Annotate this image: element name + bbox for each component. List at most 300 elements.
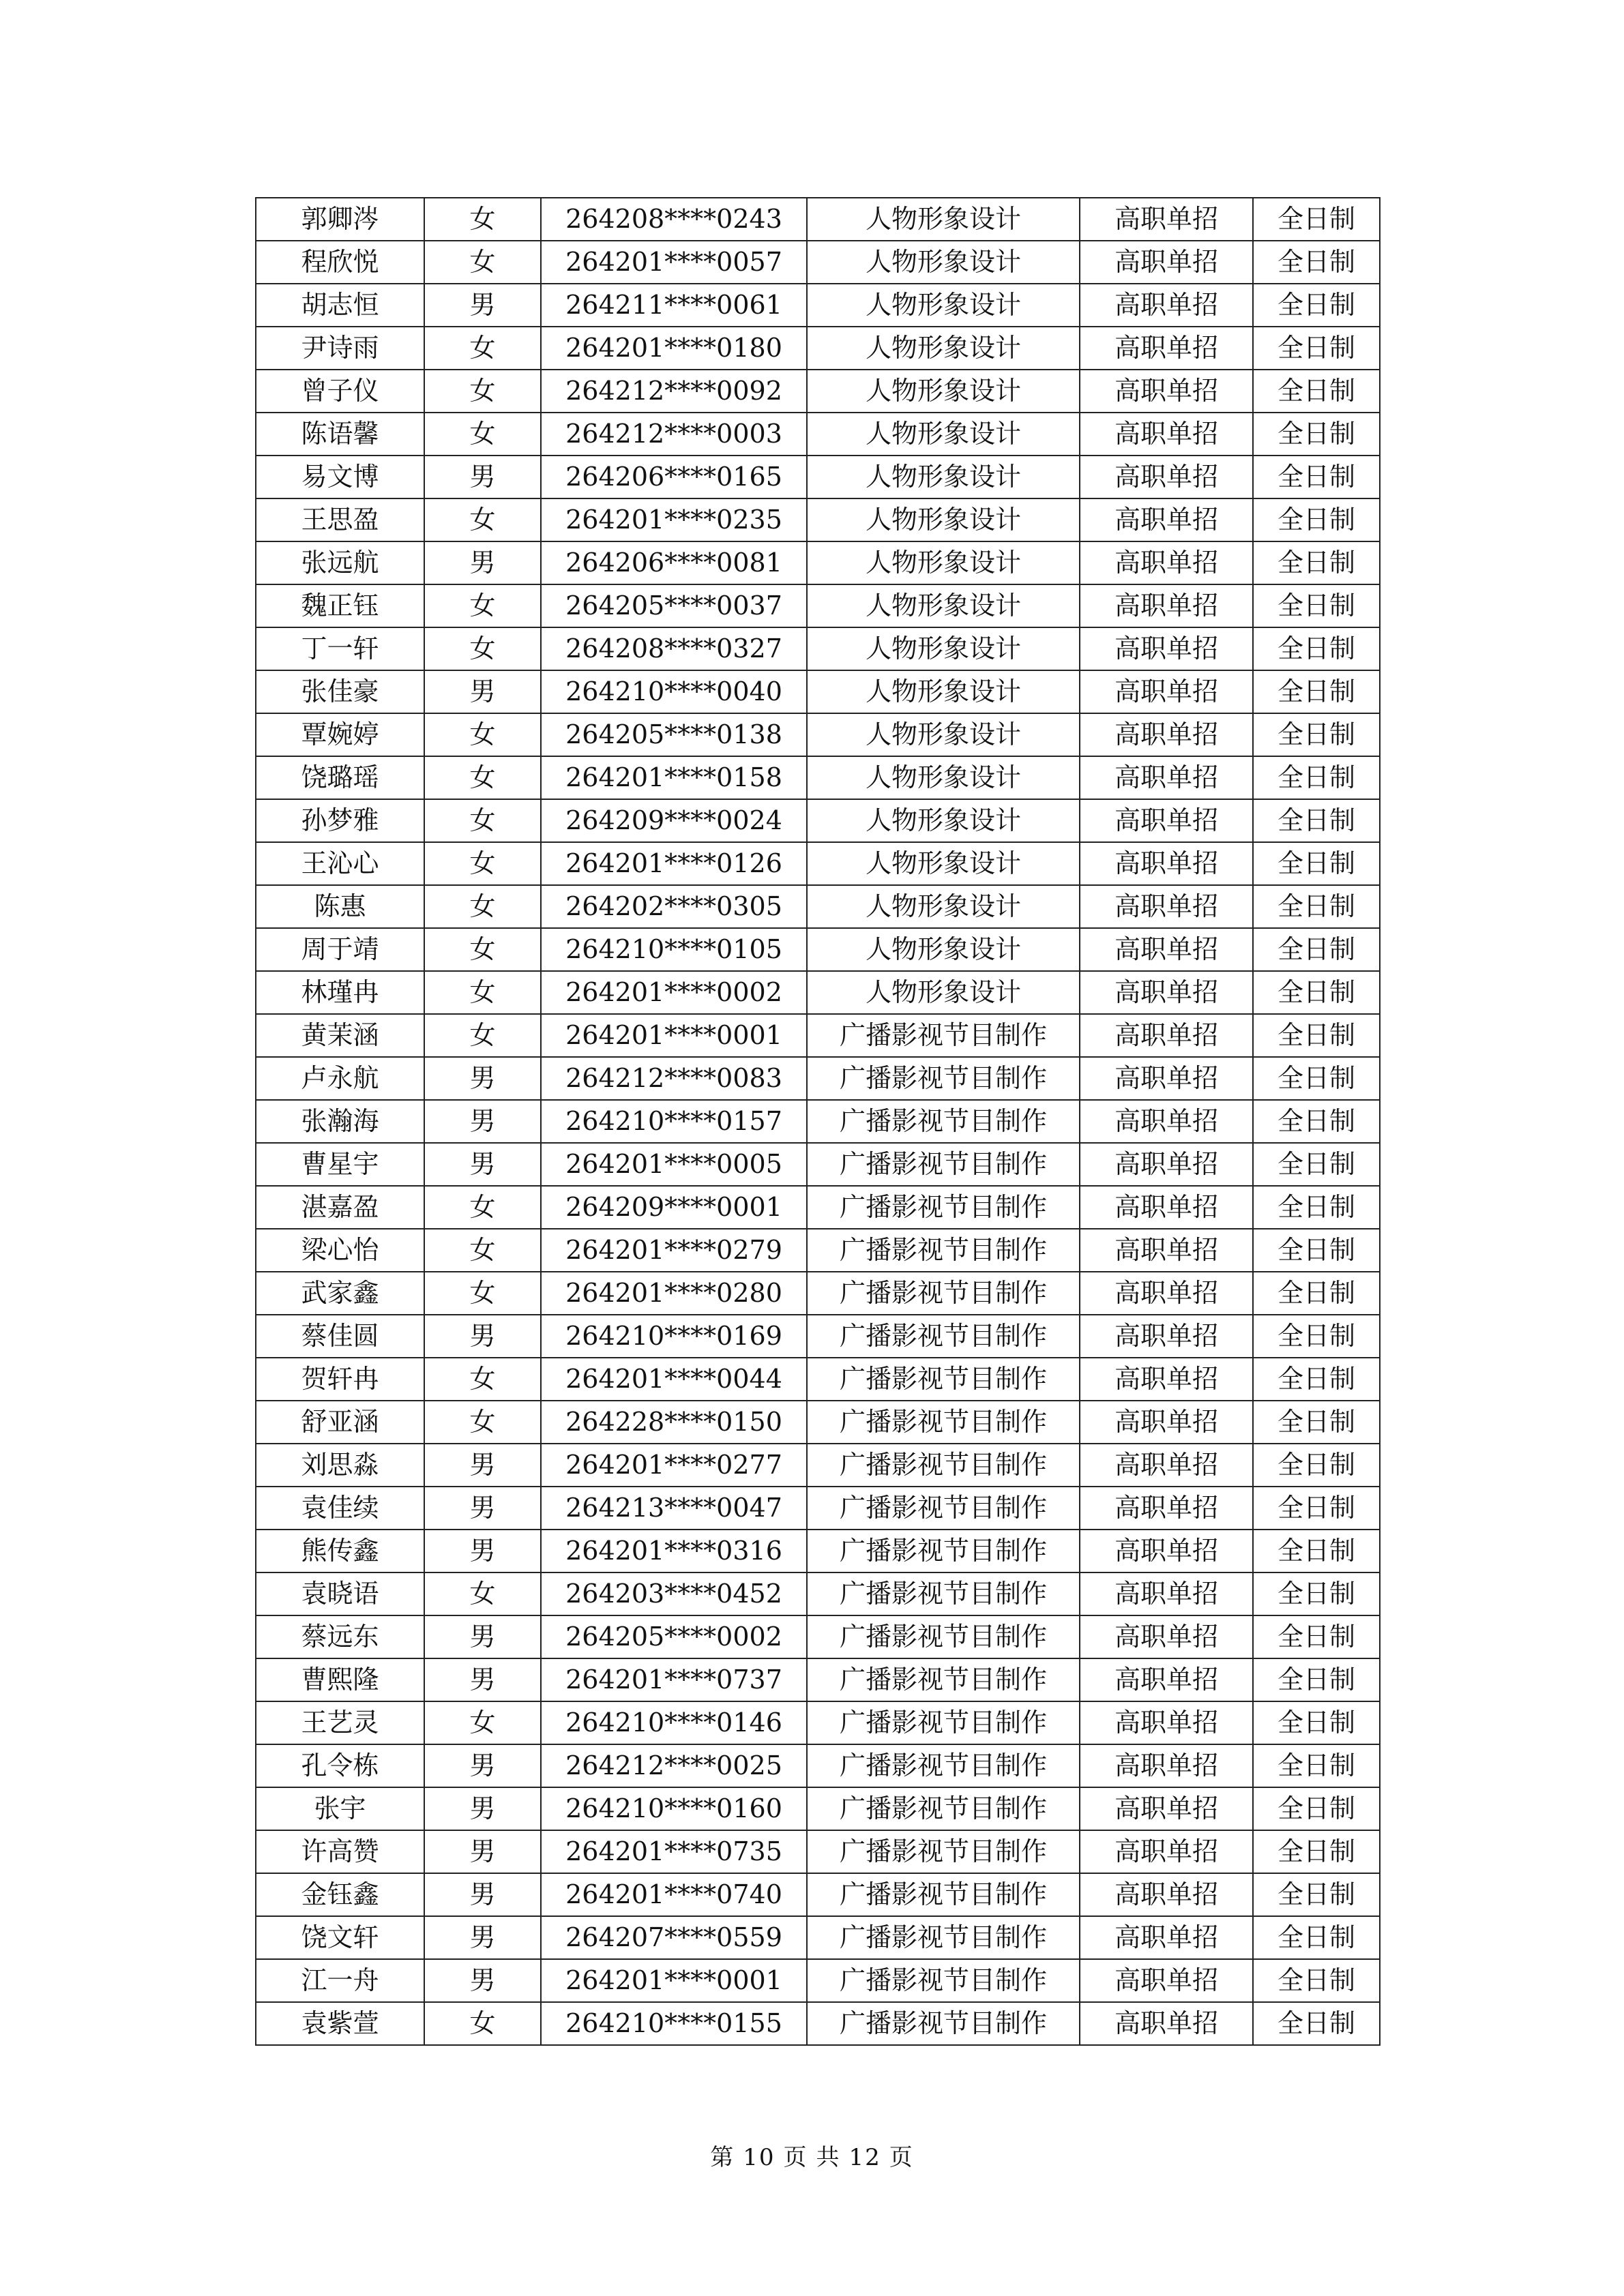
- id-number-cell: 264201****0280: [541, 1272, 807, 1315]
- table-row: [256, 1143, 1380, 1186]
- admission-type-cell: 高职单招: [1080, 584, 1253, 627]
- study-mode-cell: 全日制: [1253, 1143, 1380, 1186]
- id-number-cell: 264228****0150: [541, 1401, 807, 1444]
- major-cell: 人物形象设计: [807, 885, 1080, 928]
- gender-cell: 女: [424, 198, 541, 241]
- roster-body: [256, 198, 1380, 2045]
- student-name-cell: 湛嘉盈: [256, 1186, 424, 1229]
- gender-cell: 女: [424, 928, 541, 971]
- id-number-cell: 264201****0737: [541, 1658, 807, 1701]
- table-row: [256, 2002, 1380, 2045]
- gender-cell: 男: [424, 1959, 541, 2002]
- table-row: [256, 842, 1380, 885]
- table-row: [256, 1014, 1380, 1057]
- id-number-cell: 264209****0001: [541, 1186, 807, 1229]
- study-mode-cell: 全日制: [1253, 971, 1380, 1014]
- student-name-cell: 尹诗雨: [256, 327, 424, 370]
- gender-cell: 女: [424, 413, 541, 456]
- gender-cell: 男: [424, 541, 541, 584]
- admission-type-cell: 高职单招: [1080, 541, 1253, 584]
- footer-total-pages: 12: [848, 2144, 881, 2171]
- admission-type-cell: 高职单招: [1080, 370, 1253, 413]
- admission-type-cell: 高职单招: [1080, 1959, 1253, 2002]
- major-cell: 人物形象设计: [807, 370, 1080, 413]
- id-number-cell: 264206****0081: [541, 541, 807, 584]
- student-name-cell: 王思盈: [256, 498, 424, 541]
- table-row: [256, 327, 1380, 370]
- table-row: [256, 456, 1380, 498]
- study-mode-cell: 全日制: [1253, 1530, 1380, 1572]
- major-cell: 人物形象设计: [807, 584, 1080, 627]
- student-name-cell: 梁心怡: [256, 1229, 424, 1272]
- admission-type-cell: 高职单招: [1080, 670, 1253, 713]
- admission-type-cell: 高职单招: [1080, 1744, 1253, 1787]
- id-number-cell: 264210****0040: [541, 670, 807, 713]
- admission-type-cell: 高职单招: [1080, 2002, 1253, 2045]
- major-cell: 人物形象设计: [807, 498, 1080, 541]
- table-row: [256, 1487, 1380, 1530]
- study-mode-cell: 全日制: [1253, 1444, 1380, 1487]
- footer-total-word: 共: [816, 2144, 841, 2171]
- student-name-cell: 陈惠: [256, 885, 424, 928]
- student-name-cell: 张瀚海: [256, 1100, 424, 1143]
- id-number-cell: 264210****0155: [541, 2002, 807, 2045]
- gender-cell: 男: [424, 284, 541, 327]
- gender-cell: 女: [424, 799, 541, 842]
- gender-cell: 女: [424, 713, 541, 756]
- study-mode-cell: 全日制: [1253, 198, 1380, 241]
- table-row: [256, 885, 1380, 928]
- admission-type-cell: 高职单招: [1080, 1658, 1253, 1701]
- major-cell: 人物形象设计: [807, 284, 1080, 327]
- major-cell: 人物形象设计: [807, 241, 1080, 284]
- id-number-cell: 264201****0277: [541, 1444, 807, 1487]
- id-number-cell: 264208****0243: [541, 198, 807, 241]
- study-mode-cell: 全日制: [1253, 1186, 1380, 1229]
- study-mode-cell: 全日制: [1253, 1701, 1380, 1744]
- student-name-cell: 王艺灵: [256, 1701, 424, 1744]
- id-number-cell: 264203****0452: [541, 1572, 807, 1615]
- major-cell: 人物形象设计: [807, 627, 1080, 670]
- student-name-cell: 饶璐瑶: [256, 756, 424, 799]
- study-mode-cell: 全日制: [1253, 541, 1380, 584]
- major-cell: 广播影视节目制作: [807, 1959, 1080, 2002]
- table-row: [256, 241, 1380, 284]
- admission-type-cell: 高职单招: [1080, 1143, 1253, 1186]
- id-number-cell: 264201****0001: [541, 1959, 807, 2002]
- study-mode-cell: 全日制: [1253, 1358, 1380, 1401]
- id-number-cell: 264201****0002: [541, 971, 807, 1014]
- table-row: [256, 928, 1380, 971]
- gender-cell: 女: [424, 1701, 541, 1744]
- admission-type-cell: 高职单招: [1080, 241, 1253, 284]
- gender-cell: 女: [424, 327, 541, 370]
- major-cell: 广播影视节目制作: [807, 1057, 1080, 1100]
- id-number-cell: 264201****0235: [541, 498, 807, 541]
- study-mode-cell: 全日制: [1253, 1572, 1380, 1615]
- table-row: [256, 370, 1380, 413]
- major-cell: 广播影视节目制作: [807, 1572, 1080, 1615]
- gender-cell: 男: [424, 1487, 541, 1530]
- student-name-cell: 孙梦雅: [256, 799, 424, 842]
- id-number-cell: 264209****0024: [541, 799, 807, 842]
- table-row: [256, 1100, 1380, 1143]
- id-number-cell: 264210****0105: [541, 928, 807, 971]
- table-row: [256, 1057, 1380, 1100]
- gender-cell: 女: [424, 1229, 541, 1272]
- admission-type-cell: 高职单招: [1080, 1358, 1253, 1401]
- student-name-cell: 易文博: [256, 456, 424, 498]
- admission-type-cell: 高职单招: [1080, 1401, 1253, 1444]
- table-row: [256, 1444, 1380, 1487]
- id-number-cell: 264201****0279: [541, 1229, 807, 1272]
- gender-cell: 男: [424, 1100, 541, 1143]
- study-mode-cell: 全日制: [1253, 456, 1380, 498]
- admission-type-cell: 高职单招: [1080, 756, 1253, 799]
- admission-type-cell: 高职单招: [1080, 842, 1253, 885]
- study-mode-cell: 全日制: [1253, 1057, 1380, 1100]
- major-cell: 人物形象设计: [807, 413, 1080, 456]
- gender-cell: 男: [424, 1787, 541, 1830]
- student-roster-table: [255, 197, 1381, 2046]
- gender-cell: 女: [424, 498, 541, 541]
- id-number-cell: 264201****0057: [541, 241, 807, 284]
- major-cell: 广播影视节目制作: [807, 1229, 1080, 1272]
- table-row: [256, 1186, 1380, 1229]
- gender-cell: 女: [424, 627, 541, 670]
- admission-type-cell: 高职单招: [1080, 1615, 1253, 1658]
- major-cell: 广播影视节目制作: [807, 1701, 1080, 1744]
- table-row: [256, 1401, 1380, 1444]
- major-cell: 人物形象设计: [807, 928, 1080, 971]
- major-cell: 广播影视节目制作: [807, 1744, 1080, 1787]
- admission-type-cell: 高职单招: [1080, 885, 1253, 928]
- table-row: [256, 1315, 1380, 1358]
- study-mode-cell: 全日制: [1253, 370, 1380, 413]
- table-row: [256, 1358, 1380, 1401]
- study-mode-cell: 全日制: [1253, 713, 1380, 756]
- major-cell: 广播影视节目制作: [807, 1873, 1080, 1916]
- study-mode-cell: 全日制: [1253, 584, 1380, 627]
- student-name-cell: 张佳豪: [256, 670, 424, 713]
- student-name-cell: 程欣悦: [256, 241, 424, 284]
- table-row: [256, 1229, 1380, 1272]
- gender-cell: 男: [424, 1658, 541, 1701]
- admission-type-cell: 高职单招: [1080, 1186, 1253, 1229]
- gender-cell: 男: [424, 1057, 541, 1100]
- table-row: [256, 1701, 1380, 1744]
- id-number-cell: 264206****0165: [541, 456, 807, 498]
- study-mode-cell: 全日制: [1253, 1916, 1380, 1959]
- study-mode-cell: 全日制: [1253, 627, 1380, 670]
- table-row: [256, 284, 1380, 327]
- study-mode-cell: 全日制: [1253, 1873, 1380, 1916]
- admission-type-cell: 高职单招: [1080, 1229, 1253, 1272]
- student-name-cell: 曹星宇: [256, 1143, 424, 1186]
- student-name-cell: 覃婉婷: [256, 713, 424, 756]
- id-number-cell: 264205****0037: [541, 584, 807, 627]
- major-cell: 广播影视节目制作: [807, 1315, 1080, 1358]
- id-number-cell: 264201****0126: [541, 842, 807, 885]
- footer-current-page: 10: [743, 2144, 776, 2171]
- admission-type-cell: 高职单招: [1080, 327, 1253, 370]
- major-cell: 人物形象设计: [807, 842, 1080, 885]
- table-row: [256, 1272, 1380, 1315]
- id-number-cell: 264211****0061: [541, 284, 807, 327]
- id-number-cell: 264213****0047: [541, 1487, 807, 1530]
- admission-type-cell: 高职单招: [1080, 456, 1253, 498]
- study-mode-cell: 全日制: [1253, 2002, 1380, 2045]
- study-mode-cell: 全日制: [1253, 756, 1380, 799]
- table-row: [256, 627, 1380, 670]
- study-mode-cell: 全日制: [1253, 1744, 1380, 1787]
- study-mode-cell: 全日制: [1253, 799, 1380, 842]
- study-mode-cell: 全日制: [1253, 241, 1380, 284]
- study-mode-cell: 全日制: [1253, 1830, 1380, 1873]
- major-cell: 人物形象设计: [807, 756, 1080, 799]
- study-mode-cell: 全日制: [1253, 1014, 1380, 1057]
- study-mode-cell: 全日制: [1253, 327, 1380, 370]
- admission-type-cell: 高职单招: [1080, 498, 1253, 541]
- student-name-cell: 袁佳续: [256, 1487, 424, 1530]
- student-name-cell: 曹熙隆: [256, 1658, 424, 1701]
- study-mode-cell: 全日制: [1253, 284, 1380, 327]
- gender-cell: 男: [424, 1873, 541, 1916]
- gender-cell: 女: [424, 971, 541, 1014]
- admission-type-cell: 高职单招: [1080, 971, 1253, 1014]
- id-number-cell: 264212****0025: [541, 1744, 807, 1787]
- id-number-cell: 264210****0146: [541, 1701, 807, 1744]
- admission-type-cell: 高职单招: [1080, 1487, 1253, 1530]
- major-cell: 人物形象设计: [807, 713, 1080, 756]
- table-row: [256, 1572, 1380, 1615]
- study-mode-cell: 全日制: [1253, 1272, 1380, 1315]
- gender-cell: 男: [424, 456, 541, 498]
- admission-type-cell: 高职单招: [1080, 1830, 1253, 1873]
- major-cell: 人物形象设计: [807, 971, 1080, 1014]
- student-name-cell: 武家鑫: [256, 1272, 424, 1315]
- id-number-cell: 264201****0735: [541, 1830, 807, 1873]
- admission-type-cell: 高职单招: [1080, 1014, 1253, 1057]
- major-cell: 广播影视节目制作: [807, 1830, 1080, 1873]
- admission-type-cell: 高职单招: [1080, 1315, 1253, 1358]
- major-cell: 广播影视节目制作: [807, 1358, 1080, 1401]
- student-name-cell: 魏正钰: [256, 584, 424, 627]
- student-name-cell: 胡志恒: [256, 284, 424, 327]
- student-name-cell: 张宇: [256, 1787, 424, 1830]
- table-row: [256, 1959, 1380, 2002]
- id-number-cell: 264201****0005: [541, 1143, 807, 1186]
- table-row: [256, 498, 1380, 541]
- gender-cell: 女: [424, 1358, 541, 1401]
- major-cell: 广播影视节目制作: [807, 1658, 1080, 1701]
- study-mode-cell: 全日制: [1253, 670, 1380, 713]
- gender-cell: 男: [424, 1530, 541, 1572]
- major-cell: 广播影视节目制作: [807, 1916, 1080, 1959]
- student-name-cell: 饶文轩: [256, 1916, 424, 1959]
- study-mode-cell: 全日制: [1253, 885, 1380, 928]
- major-cell: 人物形象设计: [807, 670, 1080, 713]
- table-row: [256, 756, 1380, 799]
- major-cell: 广播影视节目制作: [807, 1401, 1080, 1444]
- major-cell: 广播影视节目制作: [807, 1530, 1080, 1572]
- id-number-cell: 264212****0003: [541, 413, 807, 456]
- admission-type-cell: 高职单招: [1080, 1701, 1253, 1744]
- gender-cell: 女: [424, 885, 541, 928]
- gender-cell: 男: [424, 1615, 541, 1658]
- study-mode-cell: 全日制: [1253, 1787, 1380, 1830]
- student-name-cell: 林瑾冉: [256, 971, 424, 1014]
- admission-type-cell: 高职单招: [1080, 1916, 1253, 1959]
- study-mode-cell: 全日制: [1253, 1658, 1380, 1701]
- id-number-cell: 264210****0169: [541, 1315, 807, 1358]
- major-cell: 人物形象设计: [807, 456, 1080, 498]
- gender-cell: 男: [424, 1444, 541, 1487]
- admission-type-cell: 高职单招: [1080, 928, 1253, 971]
- id-number-cell: 264205****0138: [541, 713, 807, 756]
- major-cell: 广播影视节目制作: [807, 1487, 1080, 1530]
- gender-cell: 女: [424, 584, 541, 627]
- student-name-cell: 蔡佳圆: [256, 1315, 424, 1358]
- id-number-cell: 264205****0002: [541, 1615, 807, 1658]
- study-mode-cell: 全日制: [1253, 498, 1380, 541]
- student-name-cell: 许高赞: [256, 1830, 424, 1873]
- gender-cell: 女: [424, 370, 541, 413]
- id-number-cell: 264212****0083: [541, 1057, 807, 1100]
- major-cell: 广播影视节目制作: [807, 1186, 1080, 1229]
- gender-cell: 女: [424, 1572, 541, 1615]
- table-row: [256, 541, 1380, 584]
- id-number-cell: 264201****0158: [541, 756, 807, 799]
- table-row: [256, 584, 1380, 627]
- admission-type-cell: 高职单招: [1080, 1272, 1253, 1315]
- major-cell: 广播影视节目制作: [807, 1272, 1080, 1315]
- table-row: [256, 1830, 1380, 1873]
- table-row: [256, 1530, 1380, 1572]
- table-row: [256, 198, 1380, 241]
- admission-type-cell: 高职单招: [1080, 1873, 1253, 1916]
- student-name-cell: 黄茉涵: [256, 1014, 424, 1057]
- major-cell: 广播影视节目制作: [807, 1014, 1080, 1057]
- admission-type-cell: 高职单招: [1080, 198, 1253, 241]
- gender-cell: 女: [424, 842, 541, 885]
- table-row: [256, 1658, 1380, 1701]
- table-row: [256, 670, 1380, 713]
- table-row: [256, 1744, 1380, 1787]
- gender-cell: 女: [424, 1186, 541, 1229]
- study-mode-cell: 全日制: [1253, 1100, 1380, 1143]
- student-name-cell: 熊传鑫: [256, 1530, 424, 1572]
- admission-type-cell: 高职单招: [1080, 1444, 1253, 1487]
- study-mode-cell: 全日制: [1253, 1401, 1380, 1444]
- id-number-cell: 264202****0305: [541, 885, 807, 928]
- id-number-cell: 264210****0157: [541, 1100, 807, 1143]
- study-mode-cell: 全日制: [1253, 928, 1380, 971]
- table-row: [256, 1916, 1380, 1959]
- gender-cell: 女: [424, 2002, 541, 2045]
- student-name-cell: 舒亚涵: [256, 1401, 424, 1444]
- study-mode-cell: 全日制: [1253, 1315, 1380, 1358]
- major-cell: 广播影视节目制作: [807, 1615, 1080, 1658]
- id-number-cell: 264201****0316: [541, 1530, 807, 1572]
- admission-type-cell: 高职单招: [1080, 1787, 1253, 1830]
- study-mode-cell: 全日制: [1253, 1615, 1380, 1658]
- id-number-cell: 264201****0044: [541, 1358, 807, 1401]
- gender-cell: 男: [424, 670, 541, 713]
- admission-type-cell: 高职单招: [1080, 713, 1253, 756]
- gender-cell: 女: [424, 1401, 541, 1444]
- student-name-cell: 卢永航: [256, 1057, 424, 1100]
- id-number-cell: 264207****0559: [541, 1916, 807, 1959]
- id-number-cell: 264201****0740: [541, 1873, 807, 1916]
- study-mode-cell: 全日制: [1253, 842, 1380, 885]
- student-name-cell: 孔令栋: [256, 1744, 424, 1787]
- study-mode-cell: 全日制: [1253, 413, 1380, 456]
- major-cell: 广播影视节目制作: [807, 1100, 1080, 1143]
- gender-cell: 男: [424, 1916, 541, 1959]
- student-name-cell: 江一舟: [256, 1959, 424, 2002]
- id-number-cell: 264212****0092: [541, 370, 807, 413]
- major-cell: 广播影视节目制作: [807, 1787, 1080, 1830]
- gender-cell: 男: [424, 1143, 541, 1186]
- major-cell: 人物形象设计: [807, 541, 1080, 584]
- major-cell: 人物形象设计: [807, 327, 1080, 370]
- table-row: [256, 1615, 1380, 1658]
- student-name-cell: 袁紫萱: [256, 2002, 424, 2045]
- table-row: [256, 413, 1380, 456]
- student-name-cell: 金钰鑫: [256, 1873, 424, 1916]
- student-name-cell: 刘思淼: [256, 1444, 424, 1487]
- admission-type-cell: 高职单招: [1080, 413, 1253, 456]
- study-mode-cell: 全日制: [1253, 1229, 1380, 1272]
- major-cell: 广播影视节目制作: [807, 1143, 1080, 1186]
- study-mode-cell: 全日制: [1253, 1959, 1380, 2002]
- student-name-cell: 贺轩冉: [256, 1358, 424, 1401]
- gender-cell: 女: [424, 1272, 541, 1315]
- major-cell: 人物形象设计: [807, 198, 1080, 241]
- major-cell: 人物形象设计: [807, 799, 1080, 842]
- footer-prefix: 第: [710, 2144, 735, 2171]
- admission-type-cell: 高职单招: [1080, 1057, 1253, 1100]
- id-number-cell: 264201****0001: [541, 1014, 807, 1057]
- student-name-cell: 袁晓语: [256, 1572, 424, 1615]
- id-number-cell: 264208****0327: [541, 627, 807, 670]
- footer-page-word: 页: [783, 2144, 808, 2171]
- student-name-cell: 张远航: [256, 541, 424, 584]
- table-row: [256, 1873, 1380, 1916]
- student-name-cell: 蔡远东: [256, 1615, 424, 1658]
- table-row: [256, 799, 1380, 842]
- table-row: [256, 971, 1380, 1014]
- gender-cell: 男: [424, 1315, 541, 1358]
- admission-type-cell: 高职单招: [1080, 284, 1253, 327]
- gender-cell: 女: [424, 756, 541, 799]
- study-mode-cell: 全日制: [1253, 1487, 1380, 1530]
- gender-cell: 男: [424, 1830, 541, 1873]
- major-cell: 广播影视节目制作: [807, 2002, 1080, 2045]
- admission-type-cell: 高职单招: [1080, 627, 1253, 670]
- gender-cell: 女: [424, 1014, 541, 1057]
- gender-cell: 男: [424, 1744, 541, 1787]
- table-row: [256, 1787, 1380, 1830]
- table-row: [256, 713, 1380, 756]
- student-name-cell: 周于靖: [256, 928, 424, 971]
- student-name-cell: 曾子仪: [256, 370, 424, 413]
- admission-type-cell: 高职单招: [1080, 799, 1253, 842]
- page-footer: [0, 2143, 1624, 2173]
- student-name-cell: 丁一轩: [256, 627, 424, 670]
- student-name-cell: 郭卿涔: [256, 198, 424, 241]
